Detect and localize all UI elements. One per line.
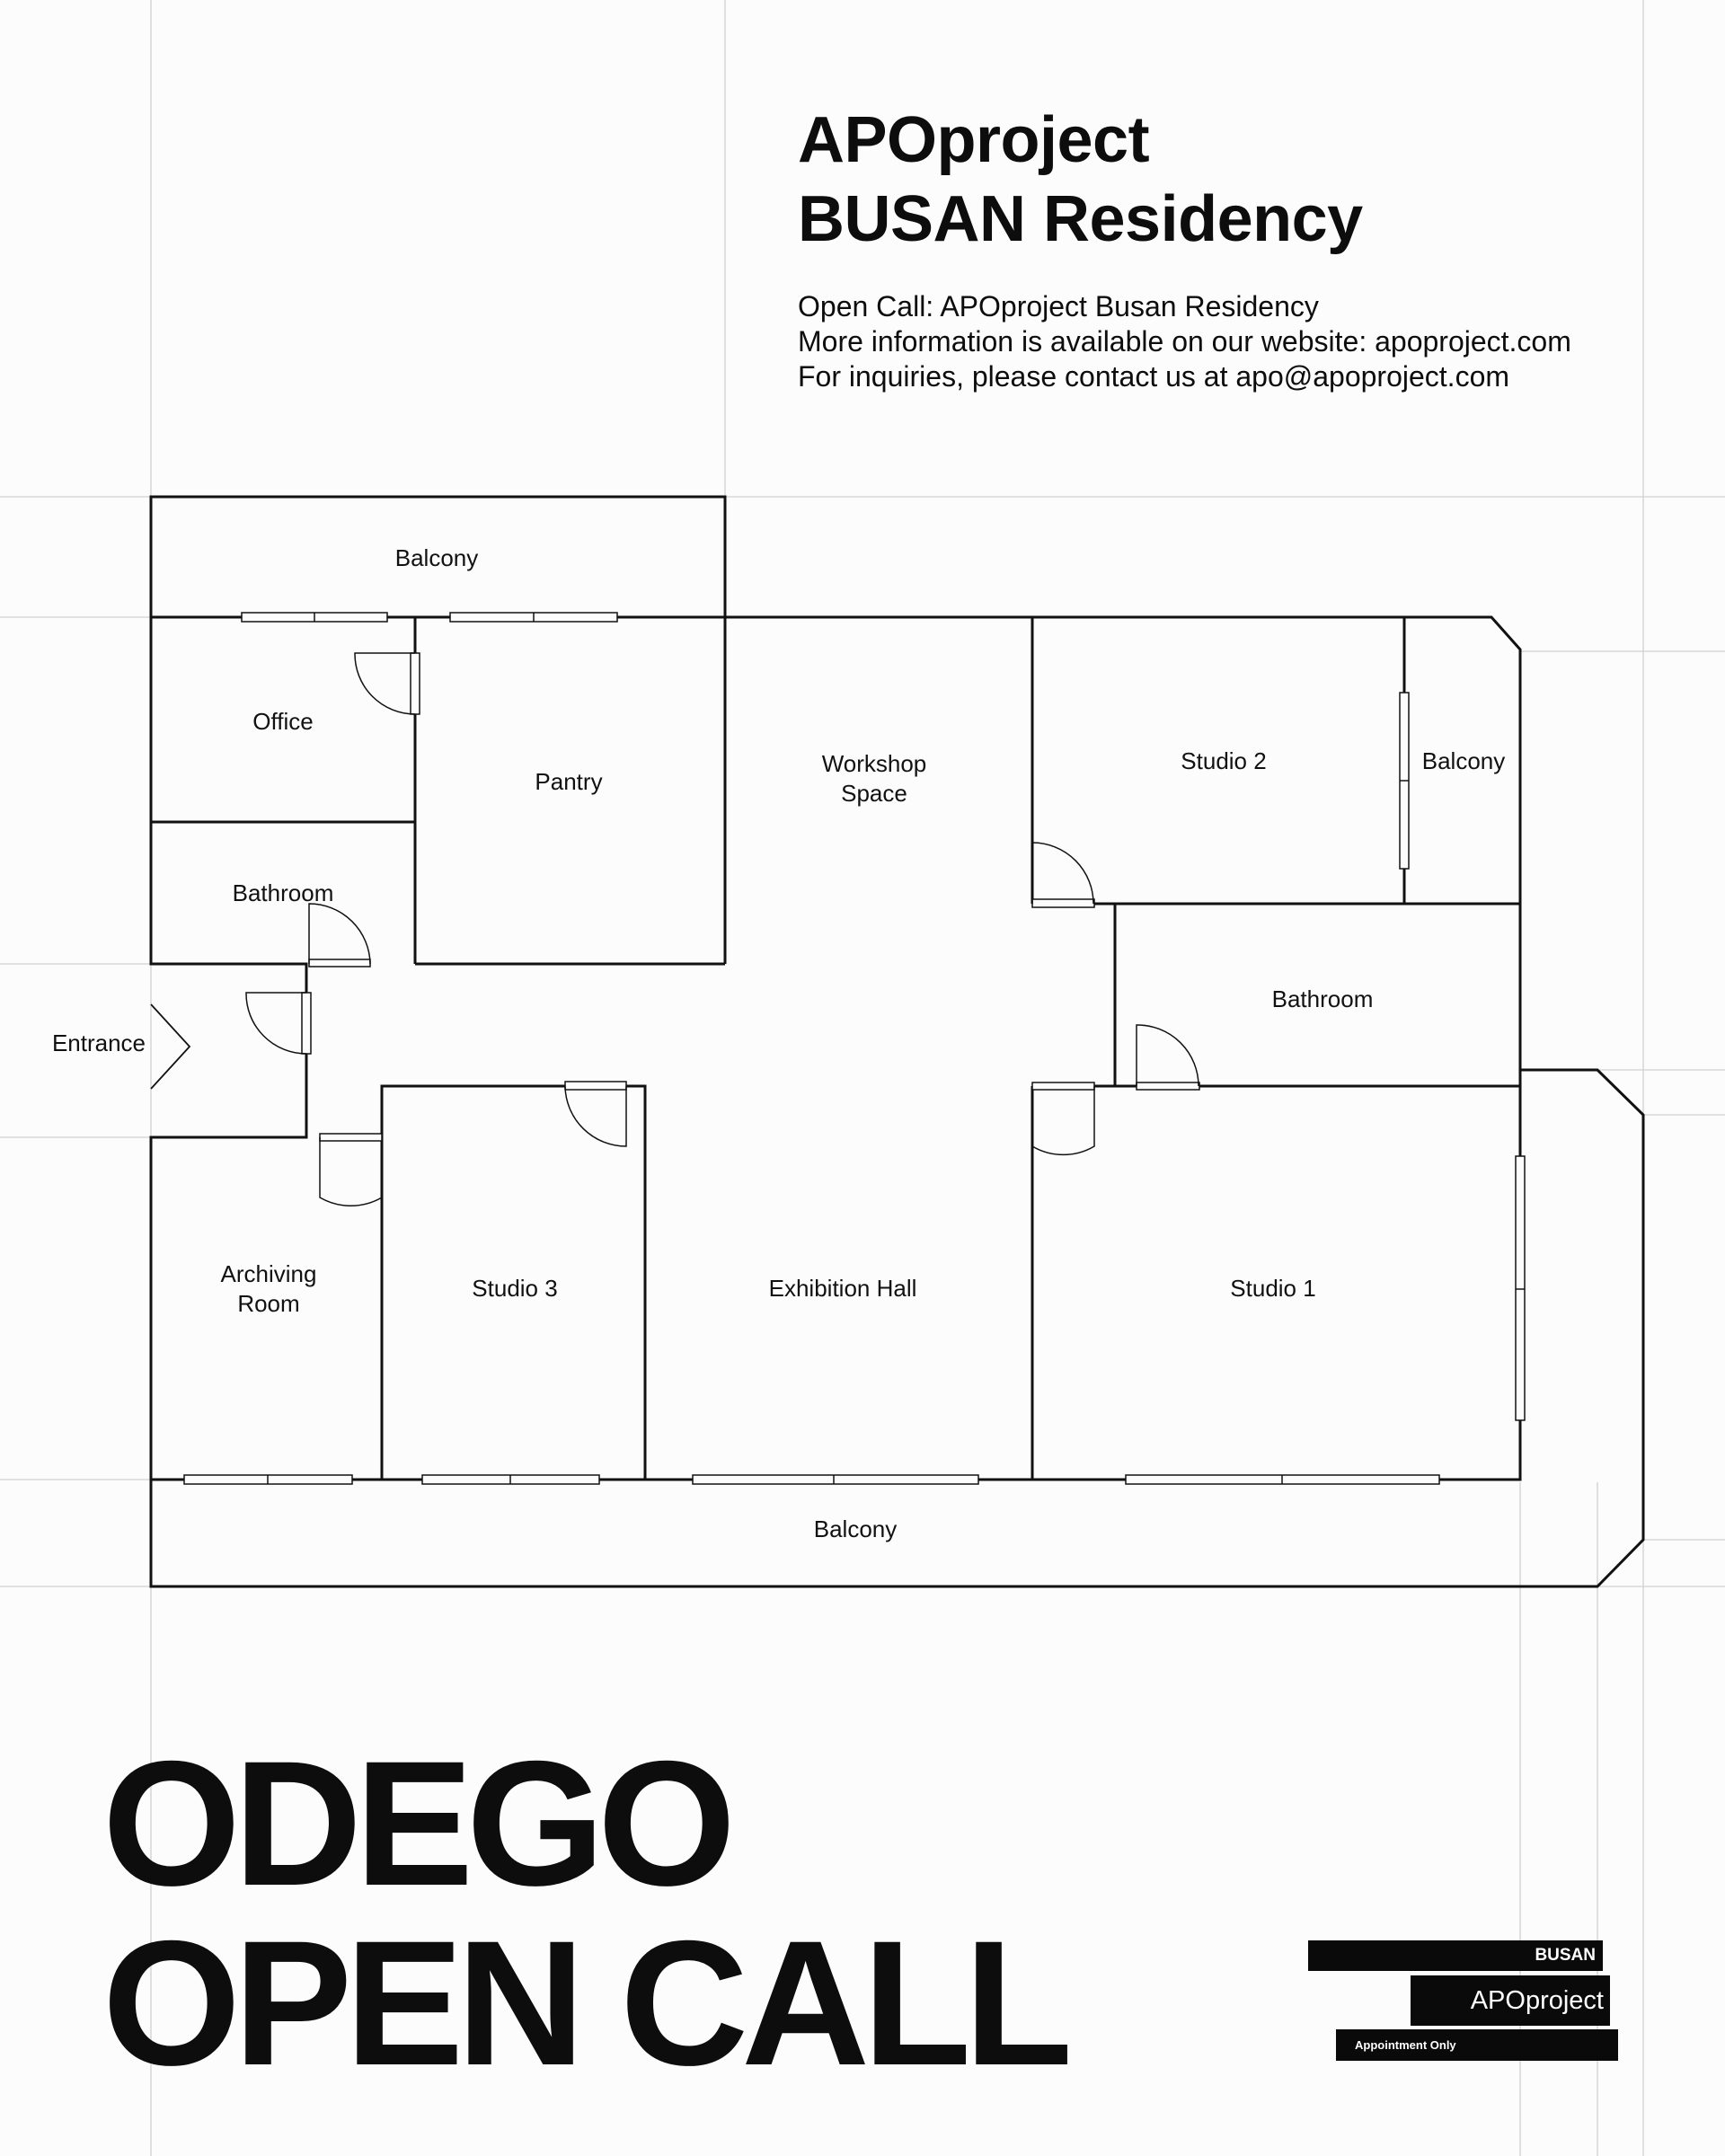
info-website: More information is available on our website: apoproject.com bbox=[798, 325, 1571, 358]
badge-note bbox=[1336, 2029, 1618, 2061]
room-label-balcony-right: Balcony bbox=[1421, 747, 1506, 774]
room-label-exhibition-hall: Exhibition Hall bbox=[768, 1275, 917, 1302]
room-label-archiving-2: Room bbox=[237, 1290, 300, 1317]
room-label-balcony-bottom: Balcony bbox=[813, 1515, 898, 1542]
badge-location bbox=[1308, 1940, 1603, 1971]
room-label-bathroom-left: Bathroom bbox=[232, 879, 334, 906]
walls bbox=[151, 497, 1643, 1586]
room-label-pantry: Pantry bbox=[535, 768, 603, 795]
headline-line-2: OPEN CALL bbox=[102, 1904, 1066, 2102]
title-line-2: BUSAN Residency bbox=[798, 183, 1363, 255]
badge-name-text: APOproject bbox=[1470, 1986, 1604, 2015]
headline-open-call bbox=[102, 1724, 1066, 2102]
room-label-studio-3: Studio 3 bbox=[472, 1275, 558, 1302]
room-labels bbox=[52, 544, 1505, 1542]
badge-note-text: Appointment Only bbox=[1355, 2038, 1456, 2052]
room-label-entrance: Entrance bbox=[51, 1029, 146, 1056]
badge-name bbox=[1411, 1975, 1610, 2026]
room-label-studio-1: Studio 1 bbox=[1230, 1275, 1316, 1302]
headline-line-1: ODEGO bbox=[102, 1724, 730, 1922]
room-label-studio-2: Studio 2 bbox=[1181, 747, 1267, 774]
room-label-bathroom-right: Bathroom bbox=[1271, 985, 1374, 1012]
room-label-workshop-1: Workshop bbox=[821, 750, 927, 777]
room-label-workshop-2: Space bbox=[841, 780, 907, 807]
info-contact: For inquiries, please contact us at apo@apoproject.com bbox=[798, 360, 1510, 393]
windows bbox=[184, 613, 1525, 1484]
room-label-archiving-1: Archiving bbox=[220, 1260, 317, 1287]
title-line-1: APOproject bbox=[798, 104, 1150, 176]
info-block bbox=[798, 289, 1571, 394]
room-label-office: Office bbox=[252, 708, 314, 735]
entrance-arrow-icon bbox=[151, 1004, 190, 1089]
badge-location-text: BUSAN bbox=[1535, 1946, 1596, 1965]
room-label-balcony-top: Balcony bbox=[394, 544, 479, 571]
page-title bbox=[798, 101, 1363, 259]
info-open-call: Open Call: APOproject Busan Residency bbox=[798, 290, 1319, 323]
doors bbox=[246, 653, 1199, 1206]
